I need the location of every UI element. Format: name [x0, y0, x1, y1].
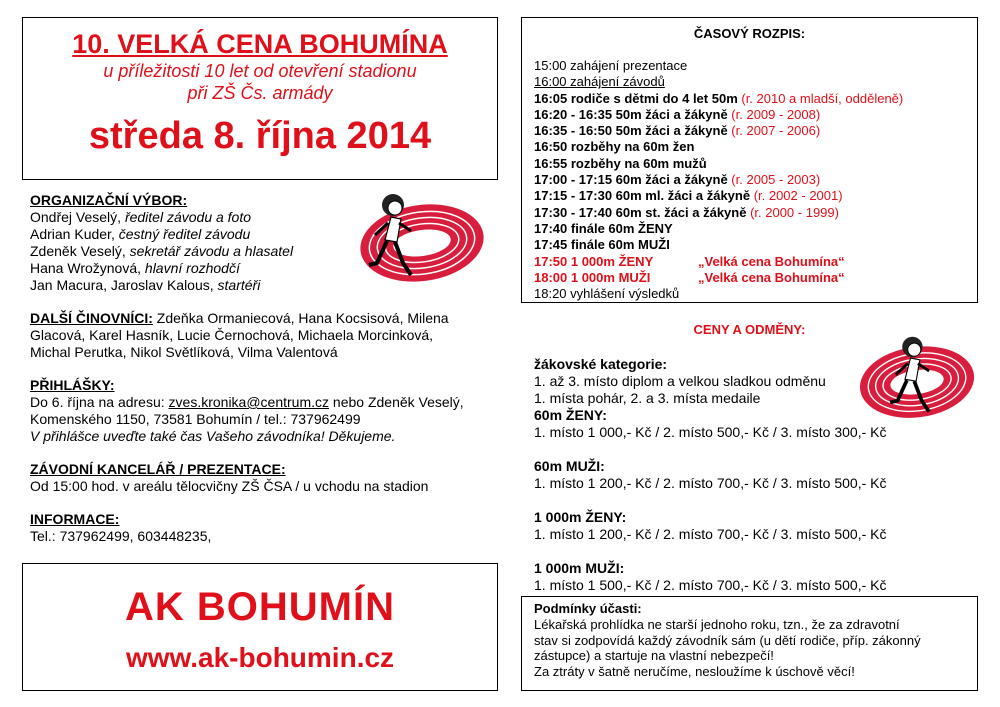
schedule-list: [534, 58, 974, 302]
runner-on-track-icon: [855, 327, 980, 427]
schedule-row: 16:35 - 16:50 50m žáci a žákyně (r. 2007 - 2006): [534, 123, 821, 139]
event-subtitle-2: při ZŠ Čs. armády: [187, 83, 333, 103]
committee-member: Adrian Kuder, čestný ředitel závodu: [30, 226, 251, 242]
committee-heading: ORGANIZAČNÍ VÝBOR:: [30, 192, 188, 208]
men1000-heading: 1 000m MUŽI:: [534, 560, 625, 576]
event-date: středa 8. října 2014: [88, 115, 432, 157]
schedule-row: 15:00 zahájení prezentace: [534, 58, 688, 73]
committee-member: Zdeněk Veselý, sekretář závodu a hlasatel: [30, 243, 294, 259]
registration-line-3: V přihlášce uveďte také čas Vašeho závodníka! Děkujeme.: [30, 428, 396, 444]
committee-member: Ondřej Veselý, ředitel závodu a foto: [30, 209, 252, 225]
office-line-1: Od 15:00 hod. v areálu tělocvičny ZŠ ČSA / u vchodu na stadion: [30, 478, 429, 494]
conditions-line-4: Za ztráty v šatně neručíme, nesloužíme k úschově věcí!: [534, 664, 855, 680]
conditions-line-2: stav si zodpovídá každý závodník sám (u dětí rodiče, příp. zákonný: [534, 632, 921, 648]
schedule-row: 16:55 rozběhy na 60m mužů: [534, 155, 707, 171]
schedule-row: 17:50 1 000m ŽENY „Velká cena Bohumína“: [534, 253, 845, 269]
schedule-row: 17:15 - 17:30 60m ml. žáci a žákyně (r. 2002 - 2001): [534, 188, 843, 204]
info-line-1: Tel.: 737962499, 603448235,: [30, 528, 212, 544]
title-box: [22, 17, 498, 180]
registration-line-1: Do 6. října na adresu: zves.kronika@centrum.cz nebo Zdeněk Veselý,: [30, 394, 464, 410]
officials-line-1: DALŠÍ ČINOVNÍCI: Zdeňka Ormaniecová, Hana Kocsisová, Milena: [30, 310, 449, 326]
officials-heading: DALŠÍ ČINOVNÍCI:: [30, 310, 153, 326]
schedule-row: 16:05 rodiče s dětmi do 4 let 50m (r. 2010 a mladší, odděleně): [534, 90, 904, 106]
schedule-row: 16:00 zahájení závodů: [534, 74, 665, 90]
men60-heading: 60m MUŽI:: [534, 458, 605, 474]
men1000-prizes: 1. místo 1 500,- Kč / 2. místo 700,- Kč / 3. místo 500,- Kč: [534, 577, 887, 593]
officials-line-2: Glacová, Karel Hasník, Lucie Černochová, Michaela Morcinková,: [30, 327, 434, 343]
schedule-row: 18:20 vyhlášení výsledků: [534, 286, 680, 302]
schedule-row: 17:45 finále 60m MUŽI: [534, 237, 670, 253]
office-heading: ZÁVODNÍ KANCELÁŘ / PREZENTACE:: [30, 461, 286, 477]
event-subtitle-1: u příležitosti 10 let od otevření stadionu: [103, 61, 417, 81]
women60-prizes: 1. místo 1 000,- Kč / 2. místo 500,- Kč / 3. místo 300,- Kč: [534, 424, 887, 440]
schedule-title: ČASOVÝ ROZPIS:: [693, 26, 806, 41]
prizes-title: CENY A ODMĚNY:: [693, 322, 806, 337]
registration-heading: PŘIHLÁŠKY:: [30, 377, 115, 393]
conditions-line-3: zástupce) a startuje na vlastní nebezpečí!: [534, 648, 774, 664]
schedule-row: 16:20 - 16:35 50m žáci a žákyně (r. 2009 - 2008): [534, 106, 821, 122]
schedule-row: 17:40 finále 60m ŽENY: [534, 220, 673, 236]
club-website-link[interactable]: www.ak-bohumin.cz: [125, 642, 395, 673]
conditions-box: [521, 596, 978, 691]
conditions-heading: Podmínky účasti:: [534, 601, 642, 616]
schedule-row: 16:50 rozběhy na 60m žen: [534, 139, 695, 155]
email-link[interactable]: zves.kronika@centrum.cz: [168, 394, 330, 410]
schedule-box: [521, 17, 978, 303]
info-heading: INFORMACE:: [30, 511, 120, 527]
event-title: 10. VELKÁ CENA BOHUMÍNA: [72, 29, 448, 59]
youth-prize-line-2: 1. místa pohár, 2. a 3. místa medaile: [534, 390, 761, 406]
committee-member: Jan Macura, Jaroslav Kalous, startéři: [30, 277, 261, 293]
schedule-row: 18:00 1 000m MUŽI „Velká cena Bohumína“: [534, 269, 845, 285]
officials-line-3: Michal Perutka, Nikol Světlíková, Vilma Valentová: [30, 344, 338, 360]
men60-prizes: 1. místo 1 200,- Kč / 2. místo 700,- Kč / 3. místo 500,- Kč: [534, 475, 887, 491]
youth-heading: žákovské kategorie:: [534, 356, 668, 372]
women1000-prizes: 1. místo 1 200,- Kč / 2. místo 700,- Kč / 3. místo 500,- Kč: [534, 526, 887, 542]
registration-line-2: Komenského 1150, 73581 Bohumín / tel.: 737962499: [30, 411, 361, 427]
schedule-row: 17:00 - 17:15 60m žáci a žákyně (r. 2005 - 2003): [534, 172, 821, 188]
youth-prize-line-1: 1. až 3. místo diplom a velkou sladkou odměnu: [534, 373, 826, 389]
committee-member: Hana Wrožynová, hlavní rozhodčí: [30, 260, 240, 276]
women1000-heading: 1 000m ŽENY:: [534, 509, 627, 525]
club-box: [22, 563, 498, 691]
conditions-line-1: Lékařská prohlídka ne starší jednoho roku, tzn., že za zdravotní: [534, 616, 900, 632]
schedule-row: 17:30 - 17:40 60m st. žáci a žákyně (r. 2000 - 1999): [534, 204, 839, 220]
runner-on-track-icon: [355, 185, 490, 290]
women60-heading: 60m ŽENY:: [534, 407, 607, 423]
club-name: AK BOHUMÍN: [125, 585, 395, 629]
